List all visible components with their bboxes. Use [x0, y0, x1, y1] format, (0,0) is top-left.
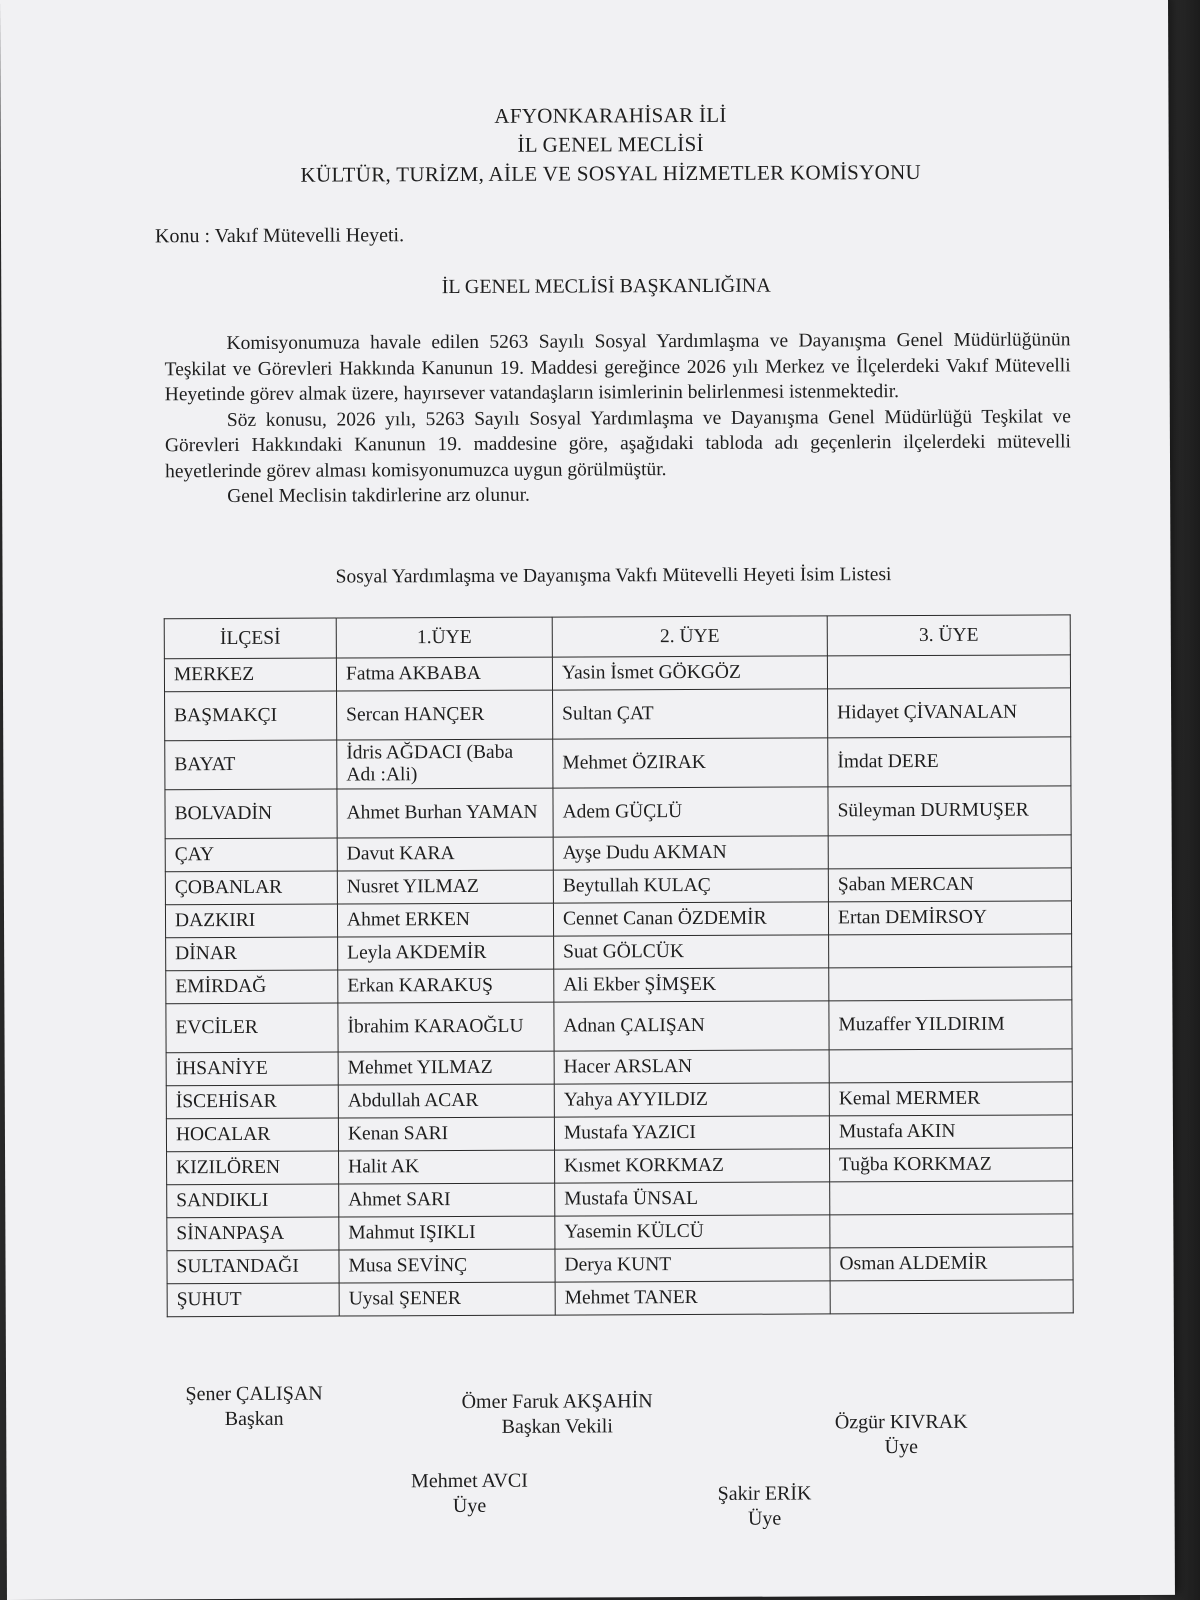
district-cell: BOLVADİN	[165, 789, 337, 839]
column-header: 2. ÜYE	[552, 616, 827, 657]
district-cell: SANDIKLI	[167, 1184, 339, 1218]
signature-title: Üye	[747, 1507, 782, 1530]
header-commission: KÜLTÜR, TURİZM, AİLE VE SOSYAL HİZMETLER KOMİSYONU	[300, 159, 922, 187]
member-cell	[830, 1214, 1073, 1248]
signature-chair	[174, 1382, 334, 1433]
member-cell: Mustafa YAZICI	[554, 1116, 829, 1150]
table-row	[166, 934, 1072, 971]
member-cell: Sercan HANÇER	[337, 690, 553, 740]
table-row	[167, 1181, 1073, 1218]
signature-name: Mehmet AVCI	[410, 1469, 528, 1493]
district-cell: DAZKIRI	[165, 904, 337, 938]
member-cell	[829, 1049, 1072, 1083]
table-row	[165, 737, 1071, 790]
signature-title: Üye	[452, 1494, 487, 1518]
member-cell	[827, 655, 1070, 689]
member-cell: Mahmut IŞIKLI	[339, 1216, 555, 1250]
signature-title: Başkan Vekili	[501, 1415, 613, 1438]
member-cell: Ahmet Burhan YAMAN	[337, 788, 553, 838]
district-cell: SİNANPAŞA	[167, 1217, 339, 1251]
signature-title: Üye	[884, 1436, 919, 1459]
member-cell: Leyla AKDEMİR	[338, 936, 554, 970]
member-cell: Muzaffer YILDIRIM	[829, 1000, 1072, 1050]
member-cell: Yahya AYYILDIZ	[554, 1083, 829, 1117]
paragraph-3: Genel Meclisin takdirlerine arz olunur.	[227, 484, 530, 508]
table-row	[167, 1280, 1073, 1317]
member-cell: Kısmet KORKMAZ	[555, 1149, 830, 1183]
table-row	[165, 688, 1071, 741]
member-cell: Abdullah ACAR	[338, 1084, 554, 1118]
member-cell: Suat GÖLCÜK	[554, 935, 829, 969]
district-cell: MERKEZ	[164, 658, 336, 692]
district-cell: SULTANDAĞI	[167, 1250, 339, 1284]
subject-line: Konu : Vakıf Mütevelli Heyeti.	[154, 224, 405, 248]
member-cell: İmdat DERE	[828, 737, 1071, 787]
table-row	[165, 786, 1071, 839]
signature-name: Özgür KIVRAK	[834, 1410, 968, 1434]
district-cell: EVCİLER	[166, 1003, 338, 1053]
member-cell: Cennet Canan ÖZDEMİR	[553, 902, 828, 936]
table-row	[165, 901, 1071, 938]
member-cell: Mustafa ÜNSAL	[555, 1182, 830, 1216]
member-cell	[830, 1181, 1073, 1215]
member-cell: Adem GÜÇLÜ	[553, 787, 828, 837]
header-council: İL GENEL MECLİSİ	[517, 131, 704, 157]
member-cell: Musa SEVİNÇ	[339, 1249, 555, 1283]
paragraph-2: Söz konusu, 2026 yılı, 5263 Sayılı Sosyal Yardımlaşma ve Dayanışma Genel Müdürlüğü Teşkilat ve Görevleri Hakkındaki Kanunun 19. maddesine göre, aşağıdaki tabloda adı geçenlerin ilçelerdeki mütevelli heyetlerinde görev alması komisyonumuzca uygun görülmüştür.	[164, 405, 1071, 482]
member-cell: Sultan ÇAT	[553, 689, 828, 739]
member-cell: Beytullah KULAÇ	[553, 869, 828, 903]
member-cell: Yasin İsmet GÖKGÖZ	[552, 656, 827, 690]
member-cell: Derya KUNT	[555, 1248, 830, 1282]
table-row	[166, 1000, 1072, 1053]
member-cell: Kenan SARI	[338, 1117, 554, 1151]
signature-name: Ömer Faruk AKŞAHİN	[461, 1390, 653, 1413]
table-row	[167, 1148, 1073, 1185]
table-row	[166, 1115, 1072, 1152]
member-cell: Mehmet TANER	[555, 1281, 830, 1315]
member-cell	[829, 967, 1072, 1001]
member-cell: Uysal ŞENER	[339, 1282, 555, 1316]
member-cell	[828, 835, 1071, 869]
column-header: 3. ÜYE	[827, 615, 1070, 656]
member-cell: Nusret YILMAZ	[337, 870, 553, 904]
member-cell: Mehmet ÖZIRAK	[553, 738, 828, 788]
member-cell: Erkan KARAKUŞ	[338, 969, 554, 1003]
district-cell: EMİRDAĞ	[166, 970, 338, 1004]
district-cell: ŞUHUT	[167, 1283, 339, 1317]
member-cell	[829, 934, 1072, 968]
member-cell: Davut KARA	[337, 837, 553, 871]
trustee-table	[164, 614, 1074, 1317]
table-row	[164, 655, 1070, 692]
district-cell: HOCALAR	[166, 1118, 338, 1152]
table-caption: Sosyal Yardımlaşma ve Dayanışma Vakfı Mütevelli Heyeti İsim Listesi	[335, 564, 892, 588]
signature-member	[394, 1469, 544, 1520]
member-cell: Kemal MERMER	[829, 1082, 1072, 1116]
member-cell: İdris AĞDACI (Baba Adı :Ali)	[337, 739, 553, 789]
member-cell: Halit AK	[339, 1150, 555, 1184]
district-cell: KIZILÖREN	[167, 1151, 339, 1185]
member-cell: Ertan DEMİRSOY	[828, 901, 1071, 935]
member-cell: Yasemin KÜLCÜ	[555, 1215, 830, 1249]
district-cell: BAŞMAKÇI	[165, 691, 337, 741]
signature-member	[816, 1410, 986, 1461]
district-cell: İHSANİYE	[166, 1052, 338, 1086]
member-cell: Ayşe Dudu AKMAN	[553, 836, 828, 870]
signature-title: Başkan	[224, 1407, 284, 1431]
column-header: İLÇESİ	[164, 618, 336, 659]
member-cell: İbrahim KARAOĞLU	[338, 1002, 554, 1052]
member-cell: Ali Ekber ŞİMŞEK	[554, 968, 829, 1002]
member-cell: Mustafa AKIN	[829, 1115, 1072, 1149]
member-cell: Osman ALDEMİR	[830, 1247, 1073, 1281]
addressee: İL GENEL MECLİSİ BAŞKANLIĞINA	[441, 274, 771, 299]
table-row	[167, 1214, 1073, 1251]
member-cell: Şaban MERCAN	[828, 868, 1071, 902]
signature-vice-chair	[442, 1389, 672, 1440]
header-province: AFYONKARAHİSAR İLİ	[494, 102, 727, 128]
member-cell: Hidayet ÇİVANALAN	[828, 688, 1071, 738]
member-cell: Ahmet ERKEN	[337, 903, 553, 937]
paragraph-1: Komisyonumuza havale edilen 5263 Sayılı Sosyal Yardımlaşma ve Dayanışma Genel Müdürlüğünün Teşkilat ve Görevleri Hakkında Kanunun 19. Maddesi gereğince 2026 yılı Merkez ve İlçelerdeki Vakıf Mütevelli Heyetinde görev almak üzere, hayırsever vatandaşların isimlerinin belirlenmesi istenmektedir.	[164, 329, 1071, 406]
member-cell: Ahmet SARI	[339, 1183, 555, 1217]
table-row	[165, 835, 1071, 872]
district-cell: ÇAY	[165, 838, 337, 872]
district-cell: BAYAT	[165, 740, 337, 790]
district-cell: ÇOBANLAR	[165, 871, 337, 905]
body-text	[164, 327, 1071, 509]
member-cell: Süleyman DURMUŞER	[828, 786, 1071, 836]
district-cell: DİNAR	[166, 937, 338, 971]
table-header-row	[164, 615, 1070, 659]
signature-name: Şener ÇALIŞAN	[185, 1382, 323, 1406]
signature-name: Şakir ERİK	[717, 1482, 812, 1505]
member-cell	[830, 1280, 1073, 1314]
column-header: 1.ÜYE	[336, 617, 552, 658]
table-row	[166, 1082, 1072, 1119]
member-cell: Mehmet YILMAZ	[338, 1051, 554, 1085]
member-cell: Tuğba KORKMAZ	[830, 1148, 1073, 1182]
member-cell: Adnan ÇALIŞAN	[554, 1001, 829, 1051]
table-row	[167, 1247, 1073, 1284]
table-row	[166, 1049, 1072, 1086]
signature-member	[699, 1481, 829, 1532]
district-cell: İSCEHİSAR	[166, 1085, 338, 1119]
table-row	[166, 967, 1072, 1004]
table-row	[165, 868, 1071, 905]
member-cell: Hacer ARSLAN	[554, 1050, 829, 1084]
member-cell: Fatma AKBABA	[336, 657, 552, 691]
